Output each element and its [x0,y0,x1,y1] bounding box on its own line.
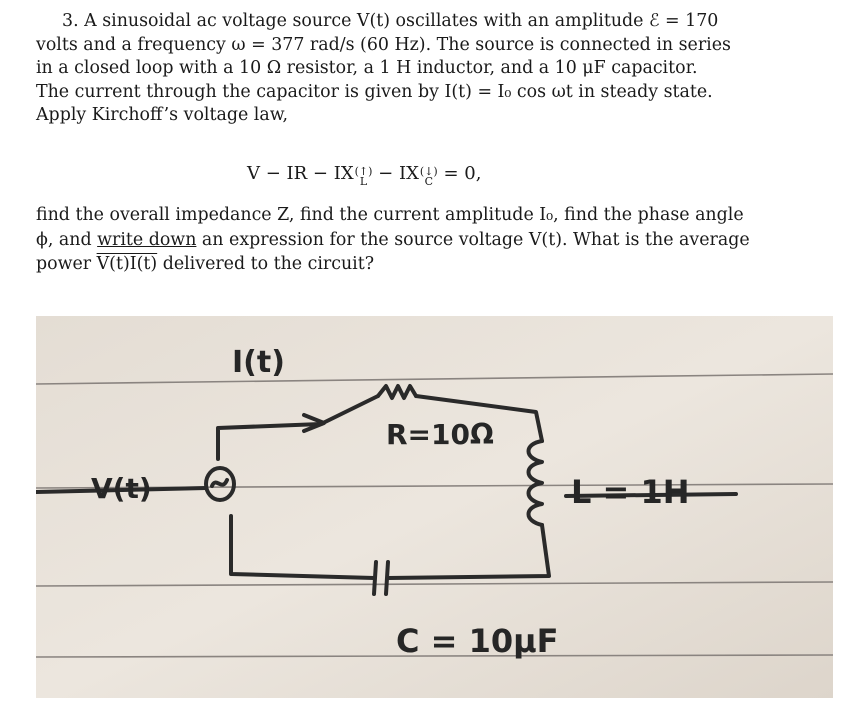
problem-line-3: in a closed loop with a 10 Ω resistor, a 1 H inductor, and a 10 μF capacitor. [36,58,698,78]
kvl-equation [247,163,481,187]
question-line-2-end: an expression for the source voltage V(t). What is the average [196,229,750,250]
question-line-2 [36,228,816,253]
question-line-3-end: delivered to the circuit? [157,254,375,274]
problem-line-5: Apply Kirchoff’s voltage law, [36,105,289,125]
underlined-phrase: write down [97,229,197,250]
average-power-expression: V(t)I(t) [96,254,158,274]
question-line-2-start: ϕ, and [36,229,98,250]
problem-statement [36,10,816,128]
equation-l-sub: L [359,175,368,188]
equation-c-sub: C [424,175,434,188]
resistor-label: R=10Ω [386,418,494,451]
question-line-3 [36,252,816,277]
current-label: I(t) [232,345,285,380]
question-text [36,203,816,277]
equation-l-sup: (↑) [354,165,373,178]
equation-lead: V − IR − IX [247,163,354,184]
problem-line-4: The current through the capacitor is given by I(t) = I₀ cos ωt in steady state. [36,81,713,102]
equation-mid: − IX [372,163,419,184]
circuit-sketch-photo [36,316,833,698]
equation-c-sup: (↓) [419,165,438,178]
inductor-label: L = 1H [571,473,690,511]
problem-line-2: volts and a frequency ω = 377 rad/s (60 Hz). The source is connected in series [36,34,731,55]
circuit-sketch [36,316,833,698]
capacitor-label: C = 10μF [396,622,559,660]
problem-line-1: A sinusoidal ac voltage source V(t) oscillates with an amplitude ℰ = 170 [84,11,719,31]
question-line-1: find the overall impedance Z, find the current amplitude I₀, find the phase angle [36,205,744,225]
question-line-3-start: power [36,254,97,274]
problem-number: 3. [62,11,79,31]
source-label: V(t) [91,472,152,505]
equation-tail: = 0, [437,163,482,184]
